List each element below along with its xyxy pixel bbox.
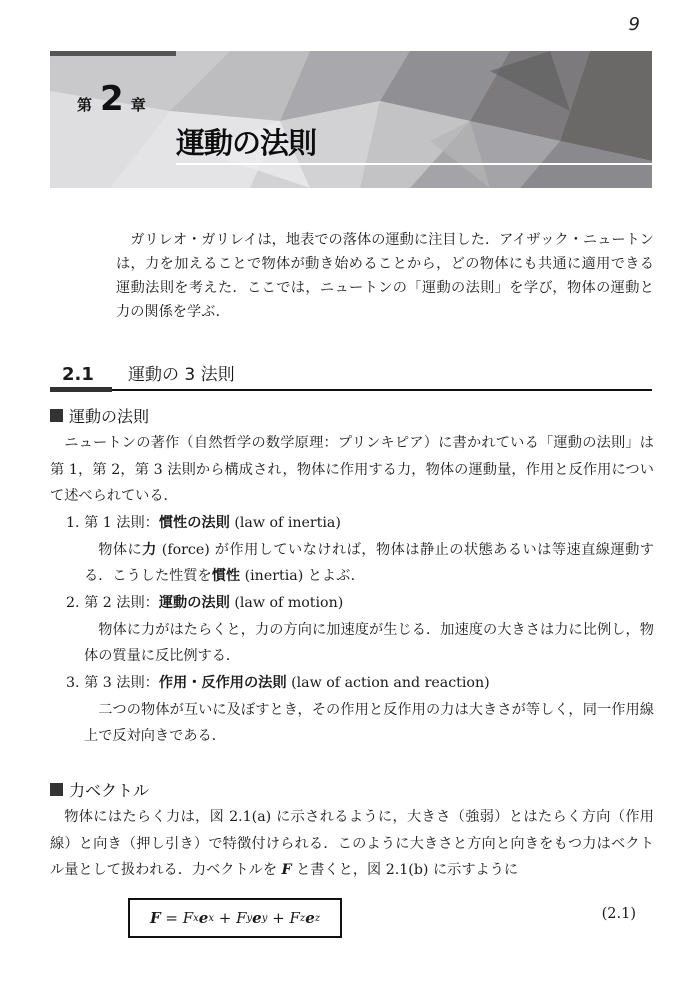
subsection-heading-force-vector bbox=[50, 778, 149, 801]
plus-sign: + bbox=[213, 909, 237, 927]
subsection-title: 運動の法則 bbox=[69, 407, 150, 426]
unit-vector: e bbox=[252, 909, 262, 927]
paragraph-text: と書くと，図 2.1(b) に示すように bbox=[291, 862, 519, 878]
section-rule-accent bbox=[50, 387, 112, 392]
section-heading bbox=[62, 360, 652, 385]
force-vector-paragraph bbox=[50, 804, 654, 884]
chapter-prefix: 第 bbox=[77, 96, 93, 114]
component-sub: y bbox=[246, 912, 253, 924]
square-bullet-icon bbox=[50, 783, 63, 796]
law-item-3 bbox=[66, 670, 654, 750]
law-name: 運動の法則 bbox=[158, 595, 230, 611]
term-inertia: 慣性 bbox=[211, 568, 241, 584]
law-marker: 1. bbox=[66, 515, 80, 531]
law-label: 第 1 法則： bbox=[84, 515, 159, 531]
unit-vector: e bbox=[198, 909, 209, 927]
chapter-banner bbox=[50, 51, 652, 188]
page-number: 9 bbox=[628, 14, 640, 35]
law-marker: 2. bbox=[66, 595, 80, 611]
equation-box bbox=[128, 898, 342, 938]
section-title: 運動の 3 法則 bbox=[128, 365, 235, 385]
law-name-english: (law of motion) bbox=[234, 595, 344, 611]
law-name-english: (law of action and reaction) bbox=[291, 675, 490, 691]
subsection-title: 力ベクトル bbox=[69, 781, 150, 800]
law-description: 二つの物体が互いに及ぼすとき，その作用と反作用の力は大きさが等しく，同一作用線上で反対向きである． bbox=[84, 701, 654, 744]
equals-sign: = bbox=[160, 909, 183, 927]
law-label: 第 3 法則： bbox=[84, 675, 159, 691]
unit-vector-sub: x bbox=[208, 912, 214, 924]
chapter-suffix: 章 bbox=[130, 96, 146, 114]
law-name-english: (law of inertia) bbox=[234, 515, 341, 531]
law-description bbox=[66, 537, 654, 590]
polygon-background-graphic bbox=[50, 51, 652, 188]
component-coef: F bbox=[236, 909, 247, 927]
unit-vector-sub: z bbox=[314, 912, 321, 924]
law-marker: 3. bbox=[66, 675, 80, 691]
equation-number: (2.1) bbox=[601, 906, 636, 922]
vector-symbol-F: F bbox=[281, 862, 292, 878]
law-name: 慣性の法則 bbox=[158, 515, 230, 531]
plus-sign: + bbox=[267, 909, 290, 927]
component-sub: z bbox=[299, 912, 306, 924]
component-sub: x bbox=[193, 912, 199, 924]
section-number: 2.1 bbox=[62, 364, 94, 385]
law-name: 作用・反作用の法則 bbox=[158, 675, 287, 691]
unit-vector: e bbox=[305, 909, 315, 927]
chapter-label bbox=[77, 79, 146, 119]
equation-lhs: F bbox=[149, 909, 161, 927]
law-text: 物体に bbox=[98, 541, 143, 558]
subsection-heading-laws bbox=[50, 404, 149, 427]
laws-paragraph: ニュートンの著作（自然哲学の数学原理：プリンキピア）に書かれている「運動の法則」は第 1，第 2，第 3 法則から構成され，物体に作用する力，物体の運動量，作用と反作用について述べられている． bbox=[50, 435, 654, 504]
law-item-2 bbox=[66, 590, 654, 670]
chapter-title: 運動の法則 bbox=[176, 126, 317, 160]
chapter-number: 2 bbox=[100, 79, 123, 119]
law-text: (inertia) とよぶ． bbox=[240, 568, 365, 584]
square-bullet-icon bbox=[50, 409, 63, 422]
banner-accent-bar bbox=[50, 51, 176, 56]
law-item-1 bbox=[66, 510, 654, 590]
term-force: 力 bbox=[142, 541, 157, 558]
section-rule bbox=[50, 389, 652, 391]
chapter-title-underline bbox=[176, 163, 652, 165]
law-label: 第 2 法則： bbox=[84, 595, 159, 611]
component-coef: F bbox=[182, 909, 194, 927]
law-text: (force) が作用していなければ，物体は静止の状態あるいは等速直線運動する．こうした性質を bbox=[84, 541, 654, 584]
component-coef: F bbox=[289, 909, 300, 927]
unit-vector-sub: y bbox=[261, 912, 268, 924]
chapter-intro: ガリレオ・ガリレイは，地表での落体の運動に注目した．アイザック・ニュートンは，力を加えることで物体が動き始めることから，どの物体にも共通に適用できる運動法則を考えた．ここでは，ニュートンの「運動の法則」を学び，物体の運動と力の関係を学ぶ． bbox=[116, 232, 654, 320]
law-description: 物体に力がはたらくと，力の方向に加速度が生じる．加速度の大きさは力に比例し，物体の質量に反比例する． bbox=[84, 621, 654, 664]
paragraph-text: 物体にはたらく力は，図 2.1(a) に示されるように，大きさ（強弱）とはたらく方向（作用線）と向き（押し引き）で特徴付けられる．このように大きさと方向と向きをもつ力はベクトル量として扱われる．力ベクトルを bbox=[50, 809, 654, 878]
